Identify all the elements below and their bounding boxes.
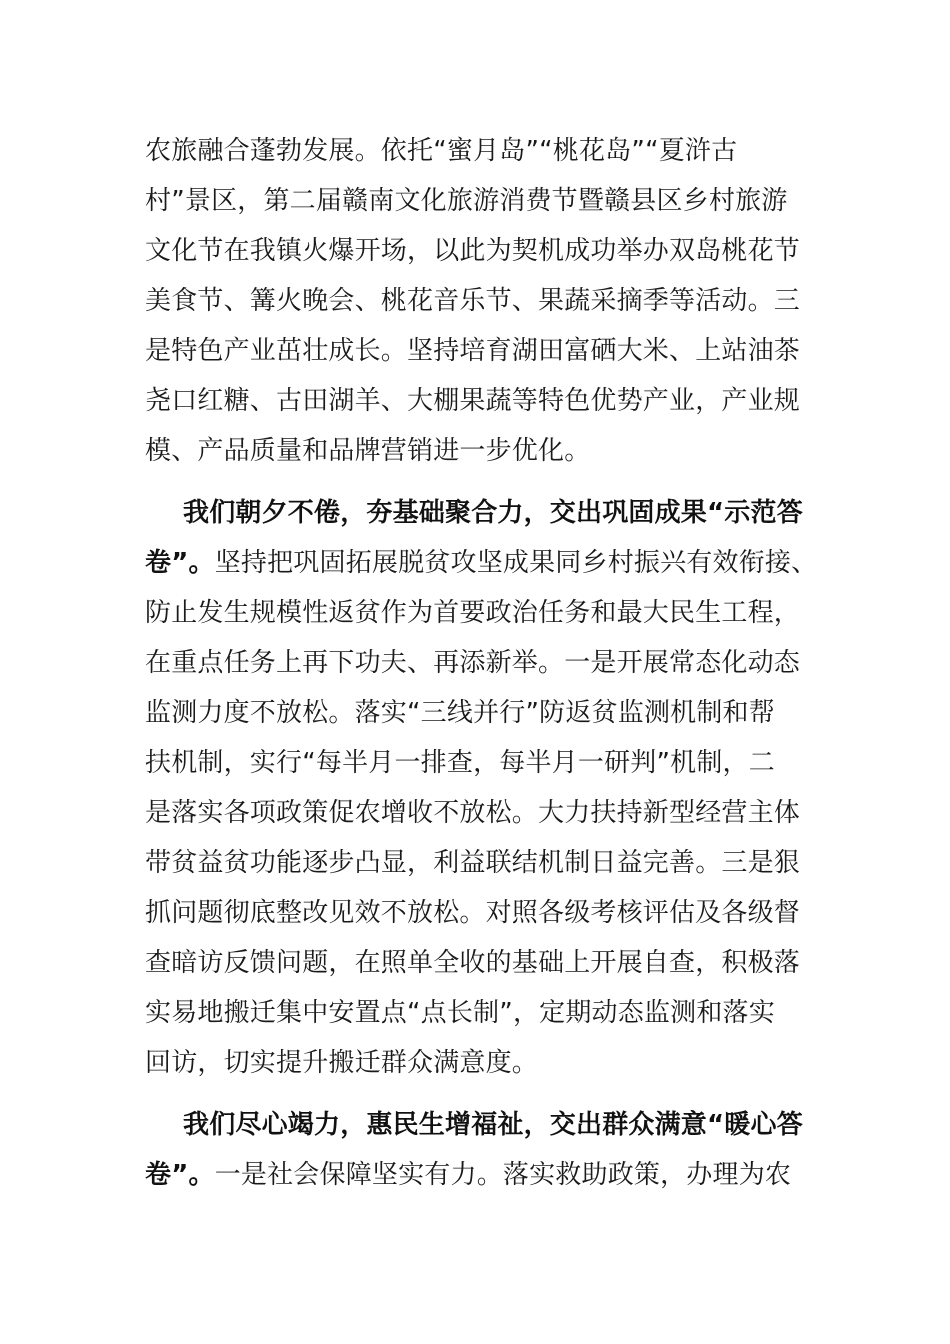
- text-line: 卷”。一是社会保障坚实有力。落实救助政策，办理为农: [145, 1160, 792, 1190]
- text-line: 实易地搬迁集中安置点“点长制”，定期动态监测和落实: [145, 998, 775, 1028]
- text-line: 村”景区，第二届赣南文化旅游消费节暨赣县区乡村旅游: [145, 186, 788, 216]
- text-line: 是特色产业茁壮成长。坚持培育湖田富硒大米、上站油茶: [145, 336, 801, 366]
- text-line: 尧口红糖、古田湖羊、大棚果蔬等特色优势产业，产业规: [145, 386, 801, 416]
- text-line: 文化节在我镇火爆开场，以此为契机成功举办双岛桃花节: [145, 236, 801, 266]
- text-line: 在重点任务上再下功夫、再添新举。一是开展常态化动态: [145, 648, 801, 678]
- text-line: 卷”。坚持把巩固拓展脱贫攻坚成果同乡村振兴有效衔接、: [145, 548, 818, 578]
- text-line: 扶机制，实行“每半月一排查，每半月一研判”机制，二: [145, 748, 775, 778]
- text-line: 是落实各项政策促农增收不放松。大力扶持新型经营主体: [145, 798, 801, 828]
- text-line: 带贫益贫功能逐步凸显，利益联结机制日益完善。三是狠: [145, 848, 801, 878]
- text-line: 抓问题彻底整改见效不放松。对照各级考核评估及各级督: [145, 898, 801, 928]
- paragraph-heading: 我们朝夕不倦，夯基础聚合力，交出巩固成果“示范答: [183, 498, 803, 528]
- text-line: 回访，切实提升搬迁群众满意度。: [145, 1048, 539, 1078]
- text-line: 美食节、篝火晚会、桃花音乐节、果蔬采摘季等活动。三: [145, 286, 801, 316]
- text-line: 农旅融合蓬勃发展。依托“蜜月岛”“桃花岛”“夏浒古: [145, 136, 738, 166]
- text-line: 模、产品质量和品牌营销进一步优化。: [145, 436, 591, 466]
- text-line: 防止发生规模性返贫作为首要政治任务和最大民生工程，: [145, 598, 801, 628]
- text-line: 查暗访反馈问题，在照单全收的基础上开展自查，积极落: [145, 948, 801, 978]
- paragraph-heading: 我们尽心竭力，惠民生增福祉，交出群众满意“暖心答: [183, 1110, 803, 1140]
- text-line: 监测力度不放松。落实“三线并行”防返贫监测机制和帮: [145, 698, 775, 728]
